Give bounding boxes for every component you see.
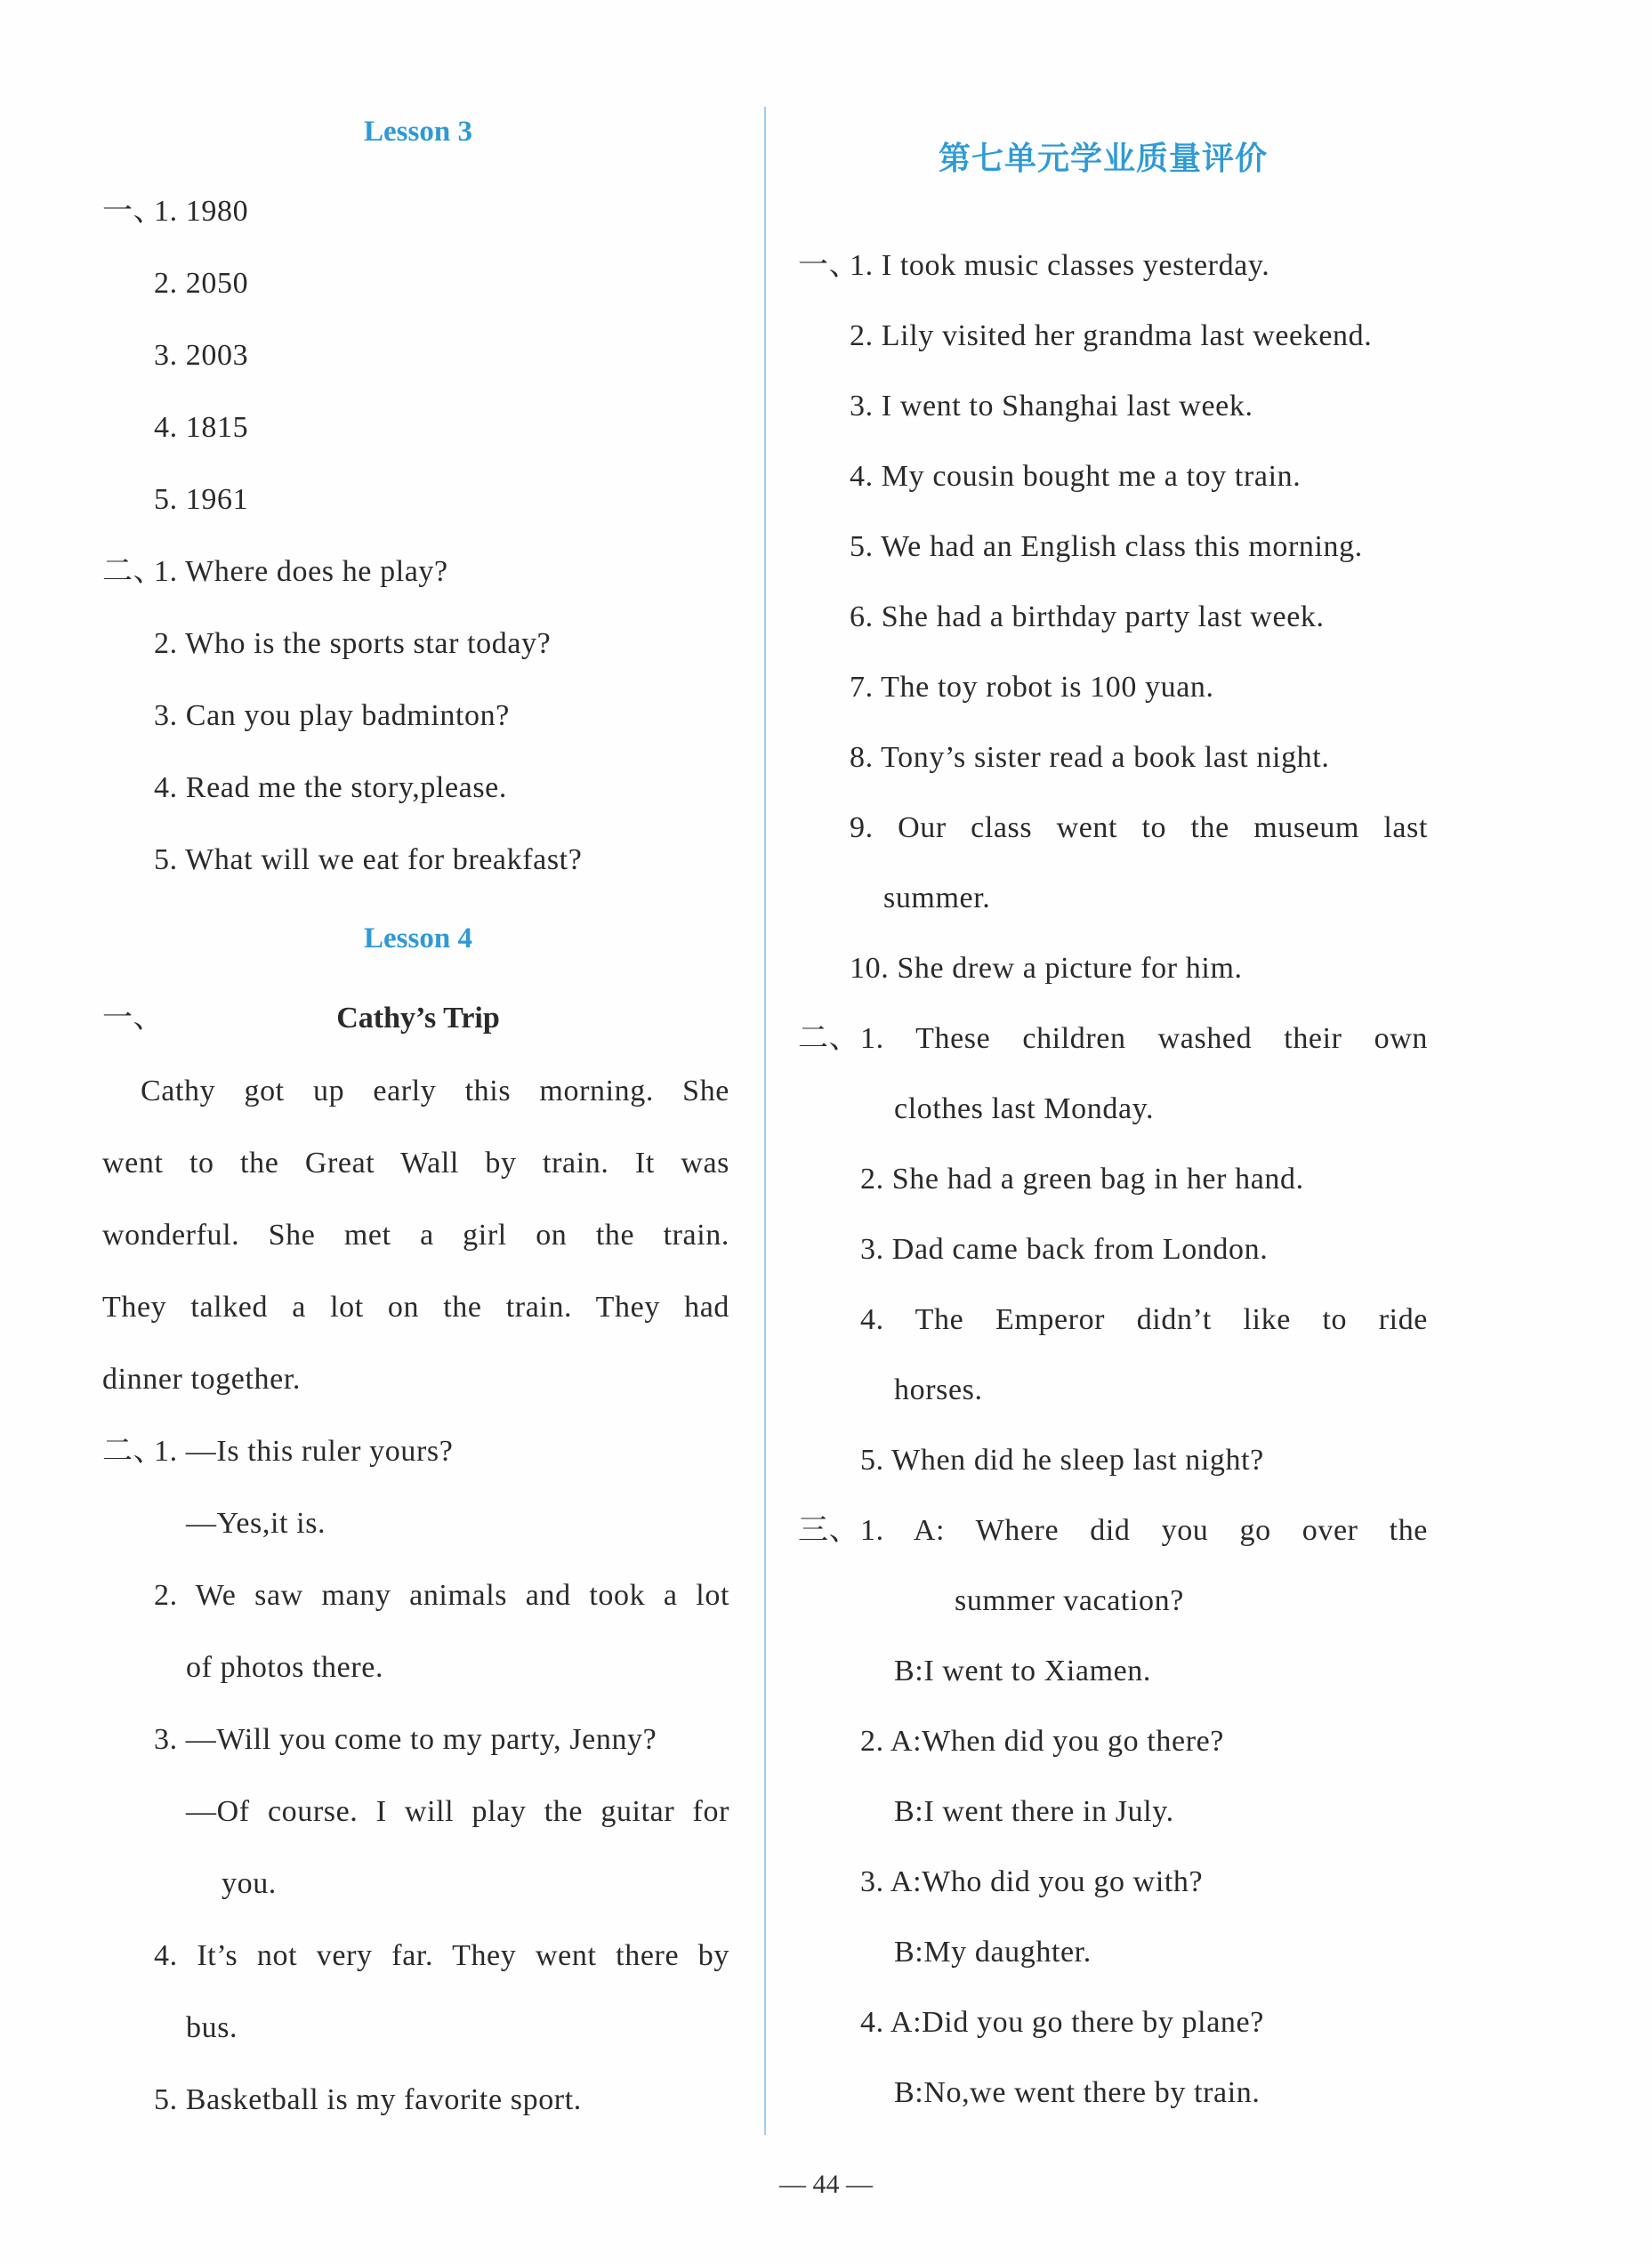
page-number: — 44 — [779, 2170, 873, 2199]
answer-line: B:No,we went there by train. [894, 2076, 1261, 2109]
answer-line: 8. Tony’s sister read a book last night. [850, 741, 1330, 774]
story-line: went to the Great Wall by train. It was [102, 1147, 729, 1180]
answer-line: 2. She had a green bag in her hand. [860, 1163, 1304, 1196]
answer-line: 6. She had a birthday party last week. [850, 600, 1325, 633]
answer-line: of photos there. [186, 1651, 384, 1684]
answer-line: 1. I took music classes yesterday. [850, 249, 1270, 282]
answer-line: 3. A:Who did you go with? [860, 1865, 1204, 1898]
column-divider [764, 107, 766, 2135]
answer-line: 2. Lily visited her grandma last weekend. [850, 319, 1373, 352]
answer-line: 4. The Emperor didn’t like to ride [860, 1303, 1428, 1336]
answer-line: 1. —Is this ruler yours? [154, 1435, 454, 1468]
answer-line: 1. Where does he play? [154, 555, 448, 588]
answer-line: summer. [883, 882, 991, 914]
answer-line: B:I went there in July. [894, 1795, 1174, 1828]
answer-line: 4. A:Did you go there by plane? [860, 2006, 1264, 2039]
answer-line: 1. A: Where did you go over the [860, 1514, 1428, 1547]
lesson-3-heading: Lesson 3 [364, 116, 472, 148]
l3-section-2-number: 二、 [102, 555, 165, 588]
answer-line: 1. These children washed their own [860, 1022, 1428, 1055]
answer-line: summer vacation? [955, 1584, 1184, 1617]
answer-line: B:I went to Xiamen. [894, 1655, 1152, 1687]
answer-line: 4. Read me the story,please. [154, 771, 507, 804]
answer-line: 7. The toy robot is 100 yuan. [850, 671, 1214, 704]
answer-line: 3. Can you play badminton? [154, 699, 510, 732]
answer-line: 2. 2050 [154, 267, 249, 300]
lesson-4-heading: Lesson 4 [364, 922, 472, 954]
answer-line: bus. [186, 2011, 238, 2044]
u7-section-2-number: 二、 [798, 1022, 860, 1055]
answer-line: 4. My cousin bought me a toy train. [850, 460, 1301, 493]
answer-line: —Of course. I will play the guitar for [186, 1795, 729, 1828]
answer-line: 5. We had an English class this morning. [850, 530, 1363, 563]
answer-line: 4. 1815 [154, 411, 249, 444]
l4-section-1-number: 一、 [102, 1002, 165, 1035]
answer-line: 2. We saw many animals and took a lot [154, 1579, 729, 1612]
answer-line: —Yes,it is. [186, 1507, 326, 1540]
answer-line: 5. 1961 [154, 483, 249, 516]
l3-section-1-number: 一、 [102, 195, 165, 228]
story-line: Cathy got up early this morning. She [141, 1075, 729, 1107]
answer-line: 3. Dad came back from London. [860, 1233, 1269, 1266]
answer-line: 10. She drew a picture for him. [850, 952, 1243, 985]
story-line: They talked a lot on the train. They had [102, 1291, 729, 1324]
answer-line: 3. 2003 [154, 339, 249, 372]
story-line: wonderful. She met a girl on the train. [102, 1219, 729, 1252]
answer-line: 2. Who is the sports star today? [154, 627, 552, 660]
answer-line: 9. Our class went to the museum last [850, 811, 1428, 844]
answer-line: B:My daughter. [894, 1936, 1092, 1969]
answer-line: horses. [894, 1373, 983, 1406]
answer-line: 2. A:When did you go there? [860, 1725, 1224, 1758]
answer-line: you. [222, 1867, 277, 1900]
answer-line: 5. What will we eat for breakfast? [154, 843, 583, 876]
u7-section-1-number: 一、 [798, 249, 860, 282]
u7-section-3-number: 三、 [798, 1514, 860, 1547]
answer-line: 4. It’s not very far. They went there by [154, 1939, 729, 1972]
l4-section-2-number: 二、 [102, 1435, 165, 1468]
story-line: dinner together. [102, 1363, 301, 1396]
answer-line: 3. I went to Shanghai last week. [850, 390, 1253, 423]
answer-line: 5. When did he sleep last night? [860, 1444, 1264, 1477]
answer-line: 1. 1980 [154, 195, 249, 228]
answer-line: 5. Basketball is my favorite sport. [154, 2083, 582, 2116]
answer-line: 3. —Will you come to my party, Jenny? [154, 1723, 657, 1756]
story-title: Cathy’s Trip [336, 1002, 500, 1035]
answer-line: clothes last Monday. [894, 1092, 1155, 1125]
unit-7-heading: 第七单元学业质量评价 [938, 141, 1268, 176]
